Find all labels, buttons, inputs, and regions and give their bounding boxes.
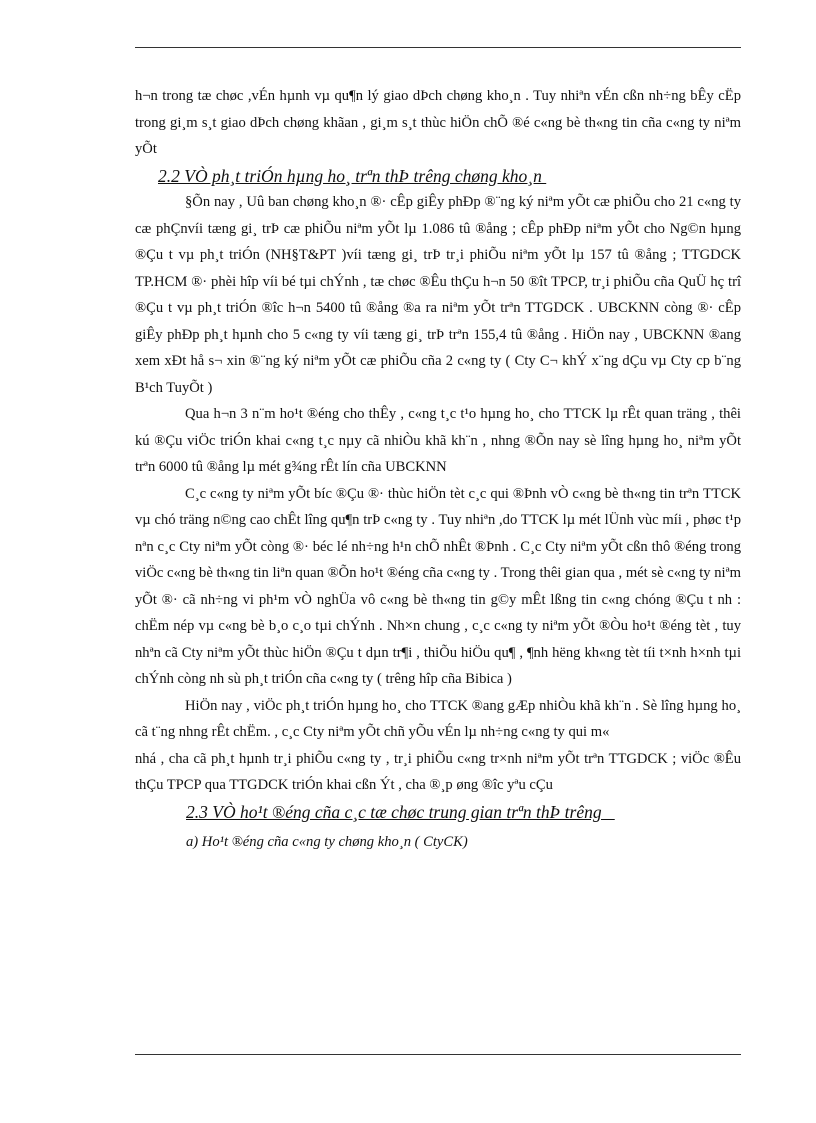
document-body [135, 83, 741, 856]
subheading-a: a) Ho¹t ®éng cña c«ng ty chøng kho¸n ( CtyCK) [186, 834, 468, 850]
paragraph-2: §Õn nay , Uû ban chøng kho¸n ®· cÊp giÊy phÐp ®¨ng ký niªm yÕt cæ phiÕu cho 21 c«ng ty cæ phÇnvíi tæng gi¸ trÞ cæ phiÕu niªm yÕt lµ 1.086 tû ®ång ; cÊp phÐp niªm yÕt cho Ng©n hµng ®Çu t vµ ph¸t triÓn (NH§T&PT )víi tæng gi¸ trÞ tr¸i phiÕu niªm yÕt lµ 157 tû ®ång ; TTGDCK TP.HCM ®· phèi hîp víi bé tµi chÝnh , tæ chøc ®Êu thÇu h¬n 50 ®ît TPCP, tr¸i phiÕu cña QuÜ hç trî ®Çu t vµ ph¸t triÓn ®îc h¬n 5400 tû ®ång ®a ra niªm yÕt trªn TTGDCK . UBCKNN còng ®· cÊp giÊy phÐp ph¸t hµnh cho 5 c«ng ty víi tæng gi¸ trÞ trªn 155,4 tû ®ång . HiÖn nay , UBCKNN ®ang xem xÐt hå s¬ xin ®¨ng ký niªm yÕt cæ phiÕu cña 2 c«ng ty ( Cty C¬ khÝ x¨ng dÇu vµ Cty cp b¨ng B¹ch TuyÕt ) [135, 194, 741, 396]
header-rule [135, 47, 741, 48]
section-heading-2-3: 2.3 VÒ ho¹t ®éng cña c¸c tæ chøc trung gian trªn thÞ trêng [186, 801, 615, 822]
section-heading-2-2: 2.2 VÒ ph¸t triÓn hµng ho¸ trªn thÞ trêng chøng kho¸n [158, 165, 547, 186]
paragraph-5: HiÖn nay , viÖc ph¸t triÓn hµng ho¸ cho TTCK ®ang gÆp nhiÒu khã kh¨n . Sè lîng hµng ho¸ cã t¨ng nhng rÊt chËm. , c¸c Cty niªm yÕt chñ yÕu vÉn lµ nh÷ng c«ng ty qui m« [135, 697, 741, 740]
paragraph-1: h¬n trong tæ chøc ,vÉn hµnh vµ qu¶n lý giao dÞch chøng kho¸n . Tuy nhiªn vÉn cßn nh÷ng bÊy cËp trong gi¸m s¸t giao dÞch chøng khãan , gi¸m s¸t thùc hiÖn chÕ ®é c«ng bè th«ng tin cña c«ng ty niªm yÕt [135, 88, 741, 157]
paragraph-3: Qua h¬n 3 n¨m ho¹t ®éng cho thÊy , c«ng t¸c t¹o hµng ho¸ cho TTCK lµ rÊt quan träng , thêi kú ®Çu viÖc triÓn khai c«ng t¸c nµy cã nhiÒu khã kh¨n , nhng ®Õn nay sè lîng hµng ho¸ niªm yÕt trªn 6000 tû ®ång lµ mét g¾ng rÊt lín cña UBCKNN [135, 406, 741, 475]
footer-rule [135, 1054, 741, 1055]
paragraph-6: nhá , cha cã ph¸t hµnh tr¸i phiÕu c«ng ty , tr¸i phiÕu c«ng tr×nh niªm yÕt trªn TTGDCK ; viÖc ®Êu thÇu TPCP qua TTGDCK triÓn khai cßn Ýt , cha ®¸p øng ®îc yªu cÇu [135, 750, 741, 793]
paragraph-4: C¸c c«ng ty niªm yÕt bíc ®Çu ®· thùc hiÖn tèt c¸c qui ®Þnh vÒ c«ng bè th«ng tin trªn TTCK vµ chó träng n©ng cao chÊt lîng qu¶n trÞ c«ng ty . Tuy nhiªn ,do TTCK lµ mét lÜnh vùc míi , phøc t¹p nªn c¸c Cty niªm yÕt còng ®· béc lé nh÷ng h¹n chÕ nhÊt ®Þnh . C¸c Cty niªm yÕt cßn thô ®éng trong viÖc c«ng bè th«ng tin liªn quan ®Õn ho¹t ®éng cña c«ng ty . Trong thêi gian qua , mét sè c«ng ty niªm yÕt ®· cã nh÷ng vi ph¹m vÒ nghÜa vô c«ng bè th«ng tin g©y mÊt lßng tin c«ng chóng ®Çu t nh : chËm nép vµ c«ng bè b¸o c¸o tµi chÝnh . Nh×n chung , c¸c c«ng ty niªm yÕt ®Òu ho¹t ®éng tèt , tuy nhªn cã Cty niªm yÕt thùc hiÖn ®Çu t dµn tr¶i , thiÕu hiÖu qu¶ , ¶nh hëng kh«ng tèt tíi t×nh h×nh tµi chÝnh còng nh sù ph¸t triÓn cña c«ng ty ( trêng hîp cña Bibica ) [135, 485, 741, 687]
